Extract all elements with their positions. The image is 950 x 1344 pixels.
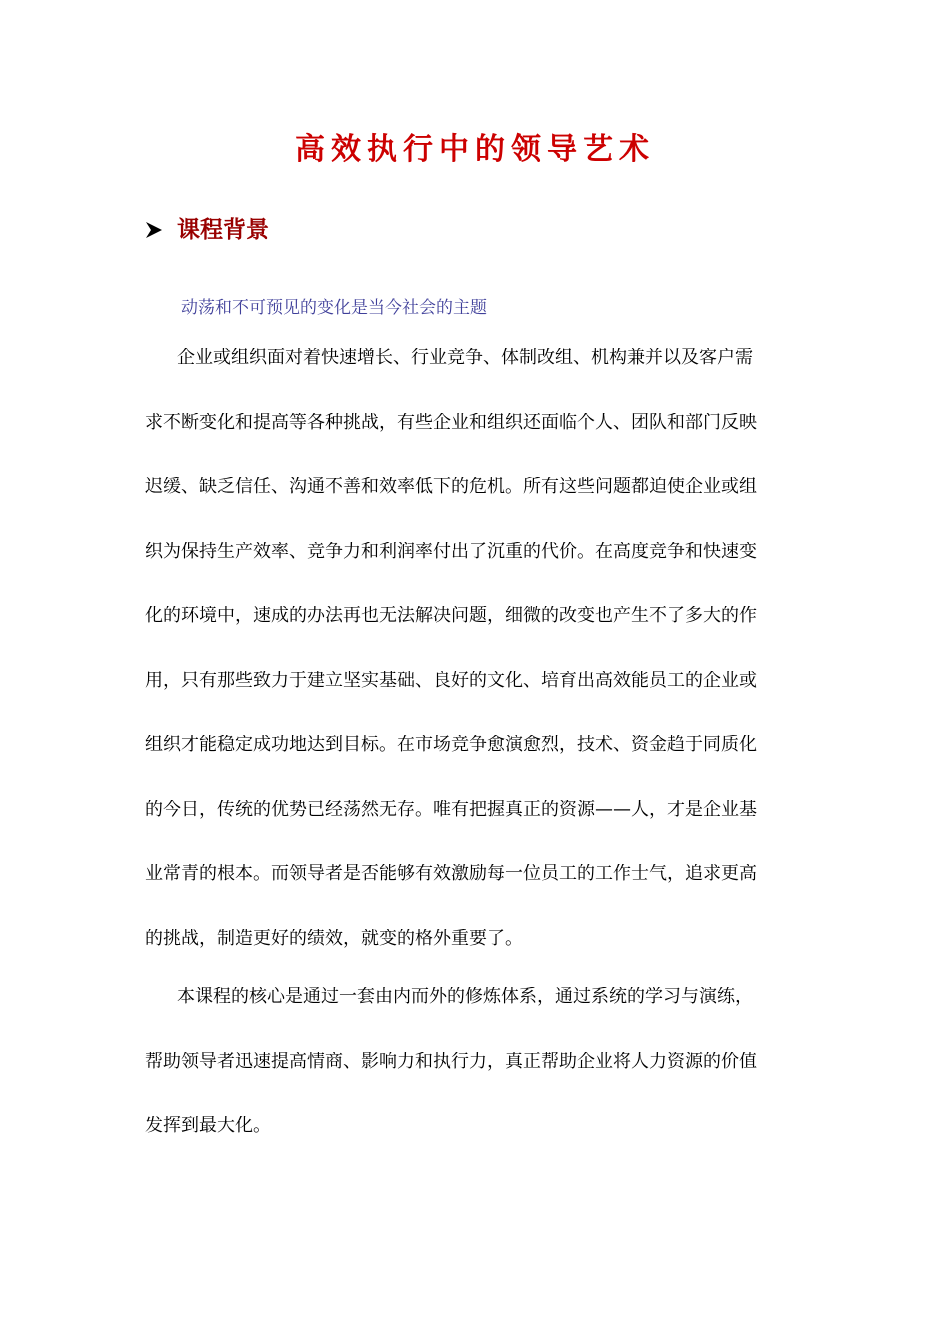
paragraph-line: 企业或组织面对着快速增长、行业竞争、体制改组、机构兼并以及客户需 (177, 348, 753, 368)
paragraph-1 (145, 348, 807, 993)
paragraph-line: 业常青的根本。而领导者是否能够有效激励每一位员工的工作士气，追求更高 (145, 864, 757, 884)
paragraph-line: 的挑战，制造更好的绩效，就变的格外重要了。 (145, 928, 523, 949)
paragraph-line: 迟缓、缺乏信任、沟通不善和效率低下的危机。所有这些问题都迫使企业或组 (145, 477, 757, 497)
paragraph-line: 本课程的核心是通过一套由内而外的修炼体系，通过系统的学习与演练， (177, 987, 753, 1007)
paragraph-line: 组织才能稳定成功地达到目标。在市场竞争愈演愈烈，技术、资金趋于同质化 (145, 735, 757, 755)
paragraph-line: 用，只有那些致力于建立坚实基础、良好的文化、培育出高效能员工的企业或 (145, 670, 757, 691)
section-heading-text: 课程背景 (177, 217, 269, 243)
paragraph-line: 织为保持生产效率、竞争力和利润率付出了沉重的代价。在高度竞争和快速变 (145, 541, 757, 562)
document-title: 高效执行中的领导艺术 (295, 132, 655, 167)
paragraph-line: 求不断变化和提高等各种挑战，有些企业和组织还面临个人、团队和部门反映 (145, 412, 757, 433)
section-heading (145, 210, 269, 250)
paragraph-2 (145, 987, 807, 1181)
paragraph-line: 发挥到最大化。 (145, 1116, 271, 1136)
paragraph-line: 帮助领导者迅速提高情商、影响力和执行力，真正帮助企业将人力资源的价值 (145, 1051, 757, 1072)
paragraph-line: 化的环境中，速成的办法再也无法解决问题，细微的改变也产生不了多大的作 (145, 606, 757, 626)
section-subtitle: 动荡和不可预见的变化是当今社会的主题 (181, 298, 487, 318)
paragraph-line: 的今日，传统的优势已经荡然无存。唯有把握真正的资源——人，才是企业基 (145, 799, 757, 820)
arrow-bullet-icon (145, 221, 163, 239)
